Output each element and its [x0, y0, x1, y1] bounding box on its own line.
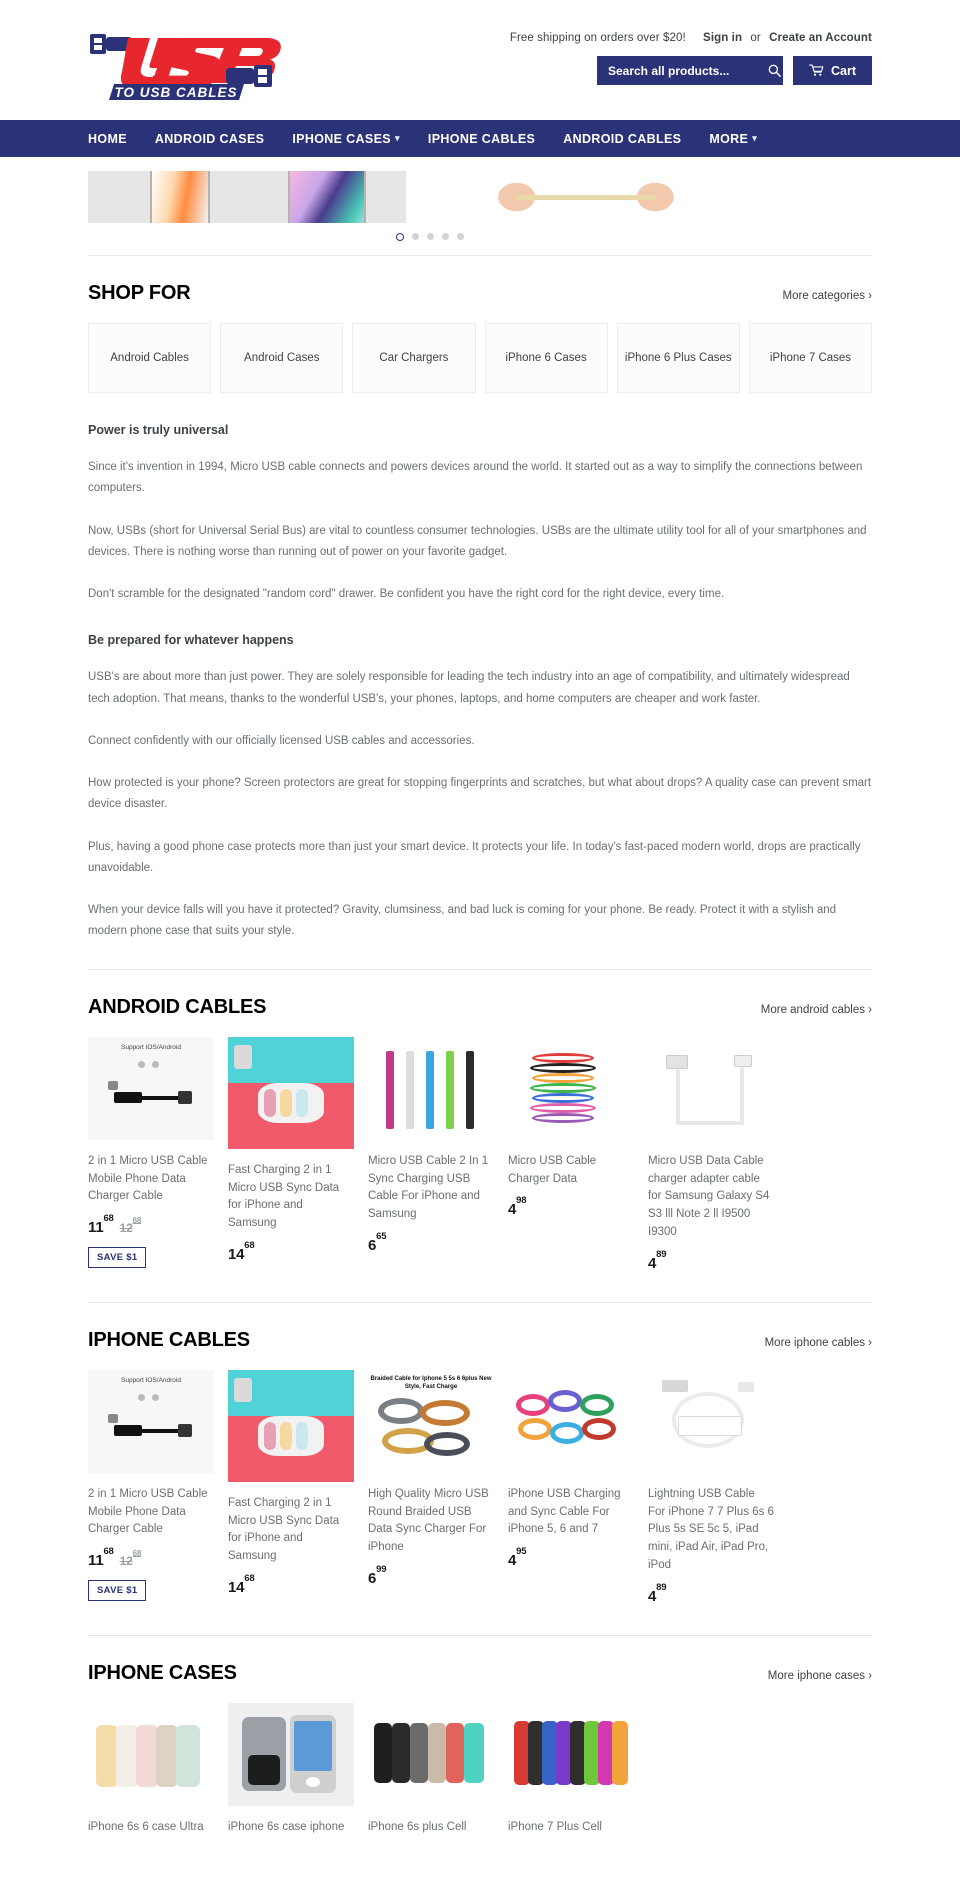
- product-price: [648, 1581, 774, 1605]
- price-cents: 68: [244, 1239, 255, 1251]
- slide-pane: [210, 171, 288, 223]
- product-thumbnail: [508, 1370, 634, 1473]
- product-title: Micro USB Cable Charger Data: [508, 1154, 597, 1185]
- product-image-dual-cable-box: [88, 1037, 214, 1140]
- copy-paragraph-3: Don't scramble for the designated "random cord" drawer. Be confident you have the right cord for the right device, every time.: [88, 588, 725, 601]
- product-price: [508, 1546, 634, 1570]
- product-card[interactable]: [508, 1037, 634, 1272]
- product-image-retractable-pink: [228, 1370, 354, 1482]
- product-title: iPhone 6s plus Cell: [368, 1820, 467, 1833]
- product-thumbnail: [368, 1037, 494, 1140]
- section-title: ANDROID CABLES: [88, 995, 267, 1018]
- product-image-flat-cables-color: [368, 1037, 494, 1140]
- price-cents: 68: [244, 1572, 255, 1584]
- nav-item-more[interactable]: [695, 132, 771, 146]
- product-card[interactable]: [648, 1037, 774, 1272]
- product-price: [648, 1248, 774, 1272]
- price-dollars: 14: [228, 1245, 245, 1263]
- save-badge: SAVE $1: [88, 1247, 146, 1268]
- nav-item-home[interactable]: [88, 132, 141, 146]
- price-dollars: 11: [88, 1219, 104, 1237]
- product-card[interactable]: [88, 1703, 214, 1849]
- price-cents: 98: [516, 1195, 527, 1207]
- hero-carousel: [0, 157, 960, 255]
- nav-label: MORE: [709, 131, 749, 146]
- product-thumbnail: [228, 1370, 354, 1482]
- product-card[interactable]: [508, 1703, 634, 1849]
- product-title: iPhone 6s 6 case Ultra: [88, 1820, 204, 1833]
- product-image-braided-coils: [368, 1370, 494, 1473]
- product-thumbnail: [508, 1703, 634, 1806]
- product-image-white-cable: [648, 1037, 774, 1140]
- product-thumbnail: [88, 1370, 214, 1473]
- create-account-link[interactable]: Create an Account: [769, 32, 872, 44]
- slide-pane: [88, 171, 150, 223]
- price-dollars: 11: [88, 1552, 104, 1570]
- chevron-down-icon: ▾: [395, 133, 400, 143]
- copy-paragraph-5: Connect confidently with our officially licensed USB cables and accessories.: [88, 734, 475, 747]
- category-tile-car-chargers[interactable]: Car Chargers: [352, 323, 475, 393]
- thumb-caption: Support IOS/Android: [121, 1376, 181, 1384]
- header-right: [298, 22, 872, 85]
- copy-heading-2: Be prepared for whatever happens: [88, 633, 294, 648]
- section-header: [88, 1636, 872, 1703]
- price-cents: 89: [656, 1248, 667, 1260]
- product-card[interactable]: [368, 1037, 494, 1272]
- carousel-dot-5[interactable]: [457, 233, 464, 240]
- price-cents: 95: [516, 1546, 527, 1557]
- marketing-copy: [0, 393, 960, 943]
- price-dollars: 6: [368, 1236, 377, 1254]
- copy-paragraph-8: When your device falls will you have it protected? Gravity, clumsiness, and bad luck is coming for your phone. Be ready. Protect it with a stylish and modern phone case that suits your style.: [88, 904, 837, 938]
- carousel-dots: [0, 223, 872, 255]
- carousel-slide-1[interactable]: [88, 171, 470, 223]
- product-image-dual-cable-box: [88, 1370, 214, 1473]
- product-grid: [88, 1037, 872, 1302]
- header-actions: [597, 56, 872, 85]
- copy-paragraph-7: Plus, having a good phone case protects more than just your smart device. It protects your life. In today's fast-paced modern world, drops are practically unavoidable.: [88, 840, 861, 874]
- slide-image: [484, 171, 688, 223]
- more-android-cables-link[interactable]: More android cables ›: [760, 1003, 872, 1016]
- product-price: [368, 1563, 494, 1588]
- product-card[interactable]: [228, 1703, 354, 1849]
- product-thumbnail: [368, 1703, 494, 1806]
- chevron-down-icon: ▾: [752, 133, 758, 143]
- product-thumbnail: [648, 1370, 774, 1473]
- price-cents: 68: [103, 1212, 114, 1224]
- category-tile-iphone-6-plus-cases[interactable]: iPhone 6 Plus Cases: [617, 323, 740, 393]
- search-input[interactable]: [608, 64, 768, 78]
- shop-for-title: SHOP FOR: [88, 282, 191, 304]
- search-icon[interactable]: [768, 64, 781, 77]
- product-card[interactable]: [368, 1703, 494, 1849]
- product-image-color-coils: [508, 1370, 634, 1473]
- product-card[interactable]: [88, 1037, 214, 1272]
- more-categories-link[interactable]: More categories ›: [782, 290, 872, 302]
- nav-label: IPHONE CABLES: [427, 131, 536, 146]
- nav-item-iphone-cases[interactable]: [278, 132, 414, 146]
- cart-button[interactable]: [793, 56, 872, 85]
- price-dollars: 4: [508, 1201, 517, 1219]
- product-title: iPhone 7 Plus Cell: [508, 1820, 602, 1833]
- or-separator: or: [750, 32, 761, 44]
- product-image-lightning-white: [648, 1370, 774, 1473]
- carousel-dot-2[interactable]: [412, 233, 419, 240]
- nav-label: IPHONE CASES: [292, 131, 391, 146]
- price-cents: 65: [376, 1230, 387, 1242]
- site-header: [0, 0, 960, 120]
- more-iphone-cables-link[interactable]: More iphone cables ›: [764, 1336, 872, 1349]
- thumb-caption: Braided Cable for Iphone 5 5s 6 6plus New Style, Fast Charge: [370, 1375, 492, 1391]
- price-dollars: 4: [648, 1587, 657, 1605]
- product-thumbnail: [228, 1037, 354, 1149]
- shop-for-section: [0, 256, 960, 393]
- section-title: IPHONE CASES: [88, 1661, 237, 1684]
- price-dollars: 6: [368, 1570, 377, 1588]
- section-header: [88, 970, 872, 1037]
- product-title: 2 in 1 Micro USB Cable Mobile Phone Data Charger Cable: [88, 1487, 208, 1536]
- carousel-slide-2[interactable]: [484, 171, 688, 223]
- slide-pane: [366, 171, 406, 223]
- product-thumbnail: [648, 1037, 774, 1140]
- price-cents: 68: [103, 1546, 114, 1557]
- site-logo[interactable]: [88, 22, 298, 102]
- product-title: Micro USB Data Cable charger adapter cable for Samsung Galaxy S4 S3 lll Note 2 ll I9500 I9300: [648, 1154, 770, 1238]
- carousel-track[interactable]: [88, 171, 872, 223]
- carousel-dot-3[interactable]: [427, 233, 434, 240]
- cart-label: Cart: [830, 63, 856, 78]
- price-dollars: 4: [508, 1552, 517, 1570]
- product-image-rugged-cases-row: [508, 1703, 634, 1806]
- search-box[interactable]: [597, 56, 783, 85]
- product-card[interactable]: [648, 1370, 774, 1605]
- product-image-coiled-rainbow: [508, 1037, 634, 1140]
- category-tile-iphone-7-cases[interactable]: iPhone 7 Cases: [749, 323, 872, 393]
- category-tile-android-cables[interactable]: Android Cables: [88, 323, 211, 393]
- top-utility-links: [510, 32, 872, 44]
- copy-heading-1: Power is truly universal: [88, 423, 229, 437]
- product-thumbnail: [228, 1703, 354, 1806]
- product-price: [228, 1239, 354, 1263]
- product-title: Micro USB Cable 2 In 1 Sync Charging USB Cable For iPhone and Samsung: [368, 1154, 489, 1221]
- product-grid: [88, 1703, 872, 1879]
- product-thumbnail: [88, 1037, 214, 1140]
- iphone-cables-section: [0, 1303, 960, 1635]
- nav-item-android-cases[interactable]: [141, 132, 278, 146]
- product-title: iPhone 6s case iphone: [228, 1820, 345, 1833]
- product-grid: [88, 1370, 872, 1635]
- product-price: [508, 1195, 634, 1219]
- usb-logo-icon: [88, 26, 288, 102]
- more-iphone-cases-link[interactable]: More iphone cases ›: [767, 1669, 872, 1682]
- product-thumbnail: [88, 1703, 214, 1806]
- product-image-retractable-pink: [228, 1037, 354, 1149]
- product-old-price: $12^{68}$: [119, 1548, 142, 1569]
- logo-subtitle-text: TO USB CABLES: [114, 85, 238, 100]
- shipping-note: Free shipping on orders over $20!: [509, 32, 686, 44]
- carousel-dot-1[interactable]: [396, 233, 404, 241]
- product-title: High Quality Micro USB Round Braided USB Data Sync Charger For iPhone: [368, 1487, 489, 1554]
- sign-in-link[interactable]: Sign in: [703, 32, 743, 44]
- product-image-pastel-cases: [88, 1703, 214, 1806]
- category-tile-android-cases[interactable]: Android Cases: [220, 323, 343, 393]
- product-image-armor-case: [228, 1703, 354, 1806]
- category-tiles: [88, 323, 872, 393]
- section-header: [88, 1303, 872, 1370]
- product-card[interactable]: [508, 1370, 634, 1605]
- product-image-dark-cases-row: [368, 1703, 494, 1806]
- product-price: [88, 1546, 214, 1570]
- product-price: [228, 1572, 354, 1597]
- product-title: Fast Charging 2 in 1 Micro USB Sync Data for iPhone and Samsung: [228, 1496, 340, 1563]
- product-old-price: $12^{68}$: [119, 1215, 142, 1236]
- product-card[interactable]: [228, 1037, 354, 1272]
- android-cables-section: [0, 970, 960, 1302]
- copy-paragraph-1: Since it's invention in 1994, Micro USB cable connects and powers devices around the world. It started out as a way to simplify the connections between computers.: [88, 461, 863, 495]
- cart-icon: [809, 64, 824, 77]
- shop-for-header: [88, 256, 872, 323]
- nav-item-android-cables[interactable]: [549, 132, 695, 146]
- nav-label: ANDROID CABLES: [563, 131, 682, 146]
- product-price: [88, 1212, 214, 1237]
- slide-pane: [290, 171, 364, 223]
- carousel-dot-4[interactable]: [442, 233, 449, 240]
- iphone-cases-section: [0, 1636, 960, 1879]
- product-title: Fast Charging 2 in 1 Micro USB Sync Data for iPhone and Samsung: [228, 1163, 340, 1230]
- product-card[interactable]: [228, 1370, 354, 1605]
- product-thumbnail: [508, 1037, 634, 1140]
- section-title: IPHONE CABLES: [88, 1328, 250, 1351]
- product-title: 2 in 1 Micro USB Cable Mobile Phone Data Charger Cable: [88, 1154, 208, 1203]
- product-thumbnail: [368, 1370, 494, 1473]
- main-navigation: [0, 120, 960, 157]
- category-tile-iphone-6-cases[interactable]: iPhone 6 Cases: [485, 323, 608, 393]
- price-dollars: 4: [648, 1254, 657, 1272]
- product-title: iPhone USB Charging and Sync Cable For iPhone 5, 6 and 7: [508, 1487, 621, 1536]
- price-dollars: 14: [228, 1579, 245, 1597]
- product-card[interactable]: [368, 1370, 494, 1605]
- price-cents: 89: [656, 1581, 667, 1593]
- nav-label: ANDROID CASES: [154, 131, 265, 146]
- thumb-caption: Support IOS/Android: [121, 1043, 181, 1051]
- product-title: Lightning USB Cable For iPhone 7 7 Plus 6s 6 Plus 5s SE 5c 5, iPad mini, iPad Air, iPad Pro, iPod: [648, 1487, 774, 1572]
- product-price: [368, 1230, 494, 1254]
- price-cents: 99: [376, 1563, 387, 1575]
- save-badge: SAVE $1: [88, 1580, 146, 1601]
- slide-pane: [152, 171, 208, 223]
- copy-paragraph-4: USB's are about more than just power. They are solely responsible for leading the tech industry into an age of compatibility, and ultimately widespread tech adoption. That means, thanks to the wonderful USB's, your phones, laptops, and home computers are cheaper and work faster.: [88, 671, 850, 705]
- copy-paragraph-6: How protected is your phone? Screen protectors are great for stopping fingerprints and scratches, but what about drops? A quality case can prevent smart device disaster.: [88, 777, 872, 811]
- nav-label: HOME: [88, 131, 127, 146]
- copy-paragraph-2: Now, USBs (short for Universal Serial Bus) are vital to countless consumer technologies. USBs are the ultimate utility tool for all of your smartphones and devices. There is nothing worse than running out of power on your favorite gadget.: [88, 524, 867, 558]
- nav-item-iphone-cables[interactable]: [414, 132, 549, 146]
- product-card[interactable]: [88, 1370, 214, 1605]
